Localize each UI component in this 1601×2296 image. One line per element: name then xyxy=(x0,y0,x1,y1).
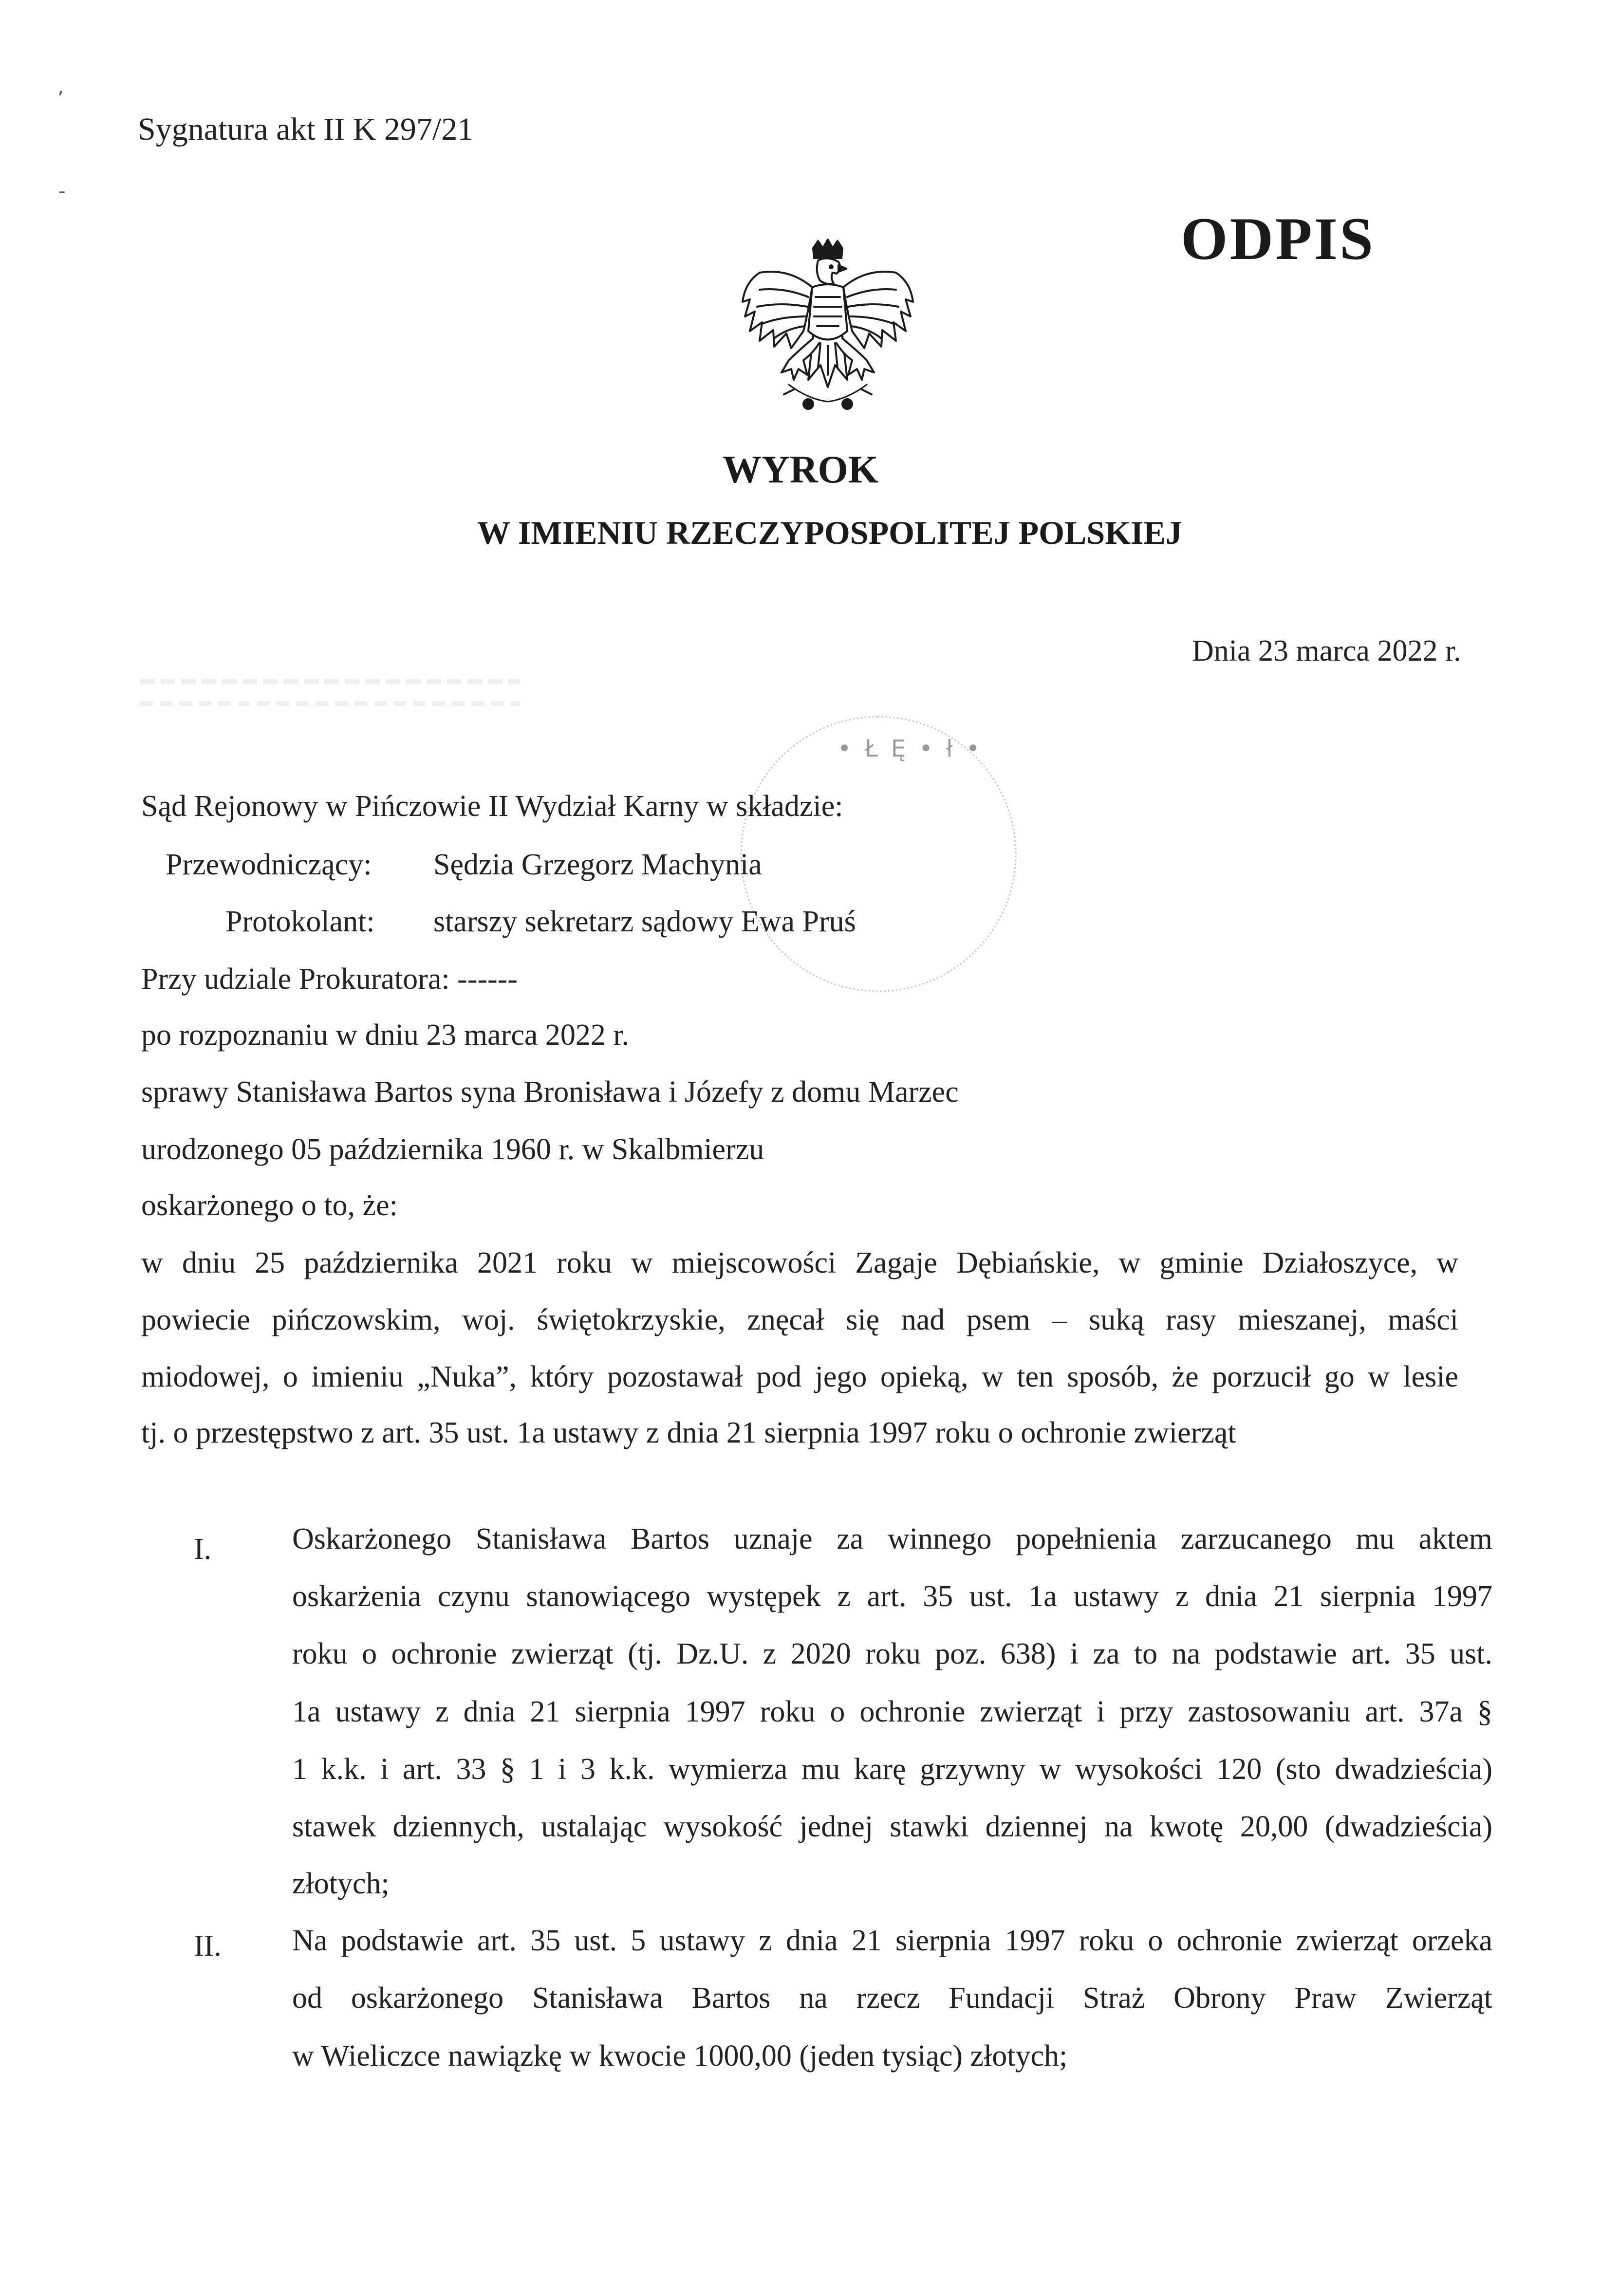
prosecutor-line: Przy udziale Prokuratora: ------ xyxy=(141,963,518,996)
charge-last-line: tj. o przestępstwo z art. 35 ust. 1a ustawy z dnia 21 sierpnia 1997 roku o ochronie zwierząt xyxy=(141,1416,1236,1449)
margin-mark-dash: - xyxy=(58,180,66,203)
ruling-number: II. xyxy=(194,1929,222,1963)
faint-text-ghost xyxy=(140,679,520,684)
chair-label: Przewodniczący: xyxy=(166,848,372,881)
ruling-line: roku o ochronie zwierząt (tj. Dz.U. z 2020 roku poz. 638) i za to na podstawie art. 35 ust. xyxy=(292,1637,1492,1670)
chair-value: Sędzia Grzegorz Machynia xyxy=(433,848,762,881)
case-signature: Sygnatura akt II K 297/21 xyxy=(138,111,474,147)
ruling-line: stawek dziennych, ustalając wysokość jednej stawki dziennej na kwotę 20,00 (dwadzieścia) xyxy=(292,1810,1492,1843)
born-line: urodzonego 05 października 1960 r. w Skalbmierzu xyxy=(141,1133,764,1166)
copy-stamp: ODPIS xyxy=(1181,205,1375,272)
ruling-line: od oskarżonego Stanisława Bartos na rzecz Fundacji Straż Obrony Praw Zwierząt xyxy=(292,1981,1492,2015)
charge-line: powiecie pińczowskim, woj. świętokrzyskie, znęcał się nad psem – suką rasy mieszanej, maści xyxy=(141,1303,1458,1336)
ruling-line: oskarżenia czynu stanowiącego występek z art. 35 ust. 1a ustawy z dnia 21 sierpnia 1997 xyxy=(292,1580,1492,1613)
charge-line: miodowej, o imieniu „Nuka”, który pozostawał pod jego opieką, w ten sposób, że porzucił go w lesie xyxy=(141,1360,1458,1393)
clerk-label: Protokolant: xyxy=(225,905,375,938)
margin-mark-top: ’ xyxy=(57,88,64,110)
judgment-title: WYROK xyxy=(723,448,878,491)
ruling-line: 1 k.k. i art. 33 § 1 i 3 k.k. wymierza mu karę grzywny w wysokości 120 (sto dwadzieścia) xyxy=(292,1753,1492,1786)
case-line: sprawy Stanisława Bartos syna Bronisława i Józefy z domu Marzec xyxy=(141,1075,959,1109)
judgment-subtitle: W IMIENIU RZECZYPOSPOLITEJ POLSKIEJ xyxy=(477,514,1182,551)
charge-line: w dniu 25 października 2021 roku w miejscowości Zagaje Dębiańskie, w gminie Działoszyce, w xyxy=(141,1246,1458,1279)
court-line: Sąd Rejonowy w Pińczowie II Wydział Karny w składzie: xyxy=(141,790,843,823)
faint-text-ghost xyxy=(140,701,520,706)
clerk-value: starszy sekretarz sądowy Ewa Pruś xyxy=(433,905,856,938)
ruling-last-line: w Wieliczce nawiązkę w kwocie 1000,00 (jeden tysiąc) złotych; xyxy=(292,2039,1068,2073)
judgment-date: Dnia 23 marca 2022 r. xyxy=(1192,634,1461,667)
polish-eagle-emblem-icon xyxy=(730,239,925,419)
accused-line: oskarżonego o to, że: xyxy=(141,1189,398,1222)
hearing-line: po rozpoznaniu w dniu 23 marca 2022 r. xyxy=(141,1018,630,1052)
ruling-number: I. xyxy=(194,1533,212,1566)
ruling-line: 1a ustawy z dnia 21 sierpnia 1997 roku o ochronie zwierząt i przy zastosowaniu art. 37a § xyxy=(292,1695,1492,1728)
court-seal-text: • Ł Ę • ł • xyxy=(838,735,983,762)
ruling-last-line: złotych; xyxy=(292,1867,390,1900)
ruling-line: Na podstawie art. 35 ust. 5 ustawy z dnia 21 sierpnia 1997 roku o ochronie zwierząt orzeka xyxy=(292,1924,1492,1957)
ruling-line: Oskarżonego Stanisława Bartos uznaje za winnego popełnienia zarzucanego mu aktem xyxy=(292,1522,1492,1555)
